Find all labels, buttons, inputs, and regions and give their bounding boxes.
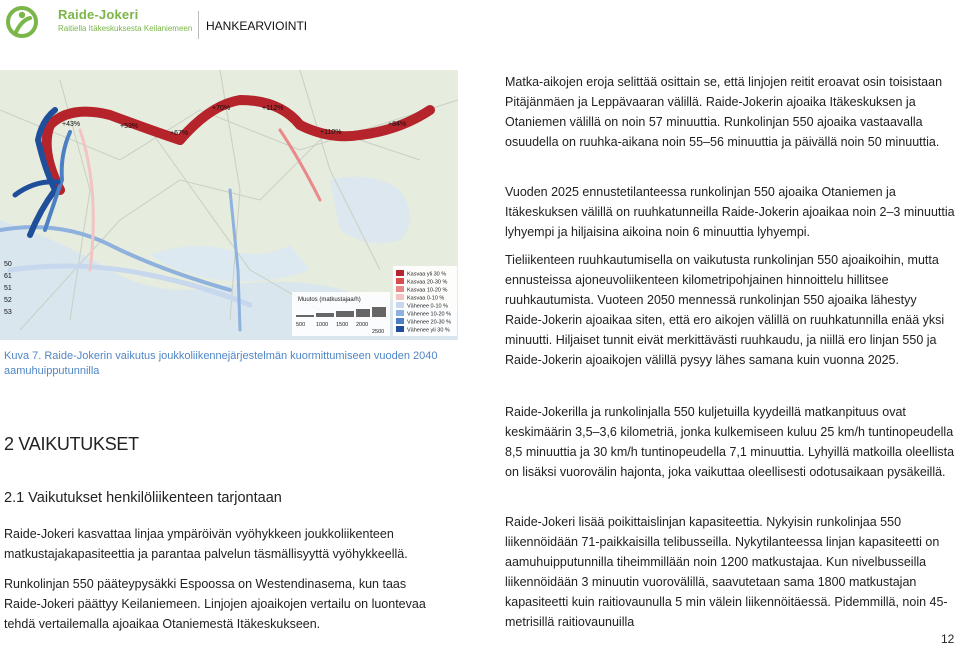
brand-tagline: Raitiella Itäkeskuksesta Keilaniemeen <box>58 24 193 33</box>
route-label: +43% <box>62 121 81 128</box>
legend-label: Vähenee 0-10 % <box>407 303 448 310</box>
scale-value: 2000 <box>356 322 369 328</box>
legend-label: Kasvaa 20-30 % <box>407 279 448 286</box>
route-label: 50 <box>4 261 12 268</box>
legend-swatch <box>396 318 404 324</box>
legend-swatch <box>396 278 404 284</box>
body-paragraph: Raide-Jokeri lisää poikittaislinjan kapasiteettia. Nykyisin runkolinjaa 550 liikennöidään 71-paikkaisilla telibusseilla. Nykytilanteessa linjan kapasiteetti on aamuhuipputunnilla tiheimmillään noin 1200 matkustajaa. Kun nivelbusseilla liikennöidään 3 minuutin vuorovälillä, saavutetaan sama 1800 matkustajan kapasiteetti kuin raitiovaunulla 5 min välein liikennöitäessä. Pidemmillä, noin 45-metrisillä raitiovaunuilla <box>505 515 948 629</box>
body-paragraph: Raide-Jokerilla ja runkolinjalla 550 kuljetuilla kyydeillä matkanpituus ovat keskimäärin 3,5–3,6 kilometriä, jonka kulkemiseen kuluu 25 km/h tuntinopeudella 8,5 minuuttia ja 30 km/h tuntinopeudella 7,1 minuuttia. Lyhyillä matkoilla oleellista on lisäksi vuorovälin hajonta, joka vaikuttaa oleellisesti odotusaikaan pysäkeillä. <box>505 405 955 479</box>
raide-jokeri-logo-icon <box>6 4 54 40</box>
page-header <box>0 0 960 48</box>
subsection-heading: 2.1 Vaikutukset henkilöliikenteen tarjontaan <box>4 490 282 506</box>
scale-legend-title: Muutos (matkustajaa/h) <box>298 297 361 303</box>
legend-label: Kasvaa 10-20 % <box>407 287 448 294</box>
figure-caption: Kuva 7. Raide-Jokerin vaikutus joukkoliikennejärjestelmän kuormittumiseen vuoden 2040 aamuhuipputunnilla <box>4 350 438 377</box>
route-label: +110% <box>320 129 342 136</box>
body-paragraph: Tieliikenteen ruuhkautumisella on vaikutusta runkolinjan 550 ajoaikoihin, mutta ennusteissa ajoneuvoliikenteen kilometripohjainen hinnoittelu hillitsee ruuhkautumista. Vuoteen 2050 mennessä runkolinjan 550 ajoaika lähestyy Raide-Jokerin ajoaikaa siten, että ero aikojen välillä on ruuhkatunnilla enää yksi minuutti. Hiljaiset tunnit eivät merkittävästi ruuhkaudu, ja niillä ero linjan 550 ja Raide-Jokerin ajoaikojen välillä pysyy lähes samana kuin vuonna 2025. <box>505 253 945 367</box>
route-label: +70% <box>212 105 231 112</box>
map-graphic <box>0 70 458 340</box>
scale-value: 500 <box>296 322 306 328</box>
route-label: +53% <box>120 123 139 130</box>
legend-swatch <box>396 294 404 300</box>
legend-swatch <box>396 286 404 292</box>
route-label: 52 <box>4 297 12 304</box>
header-section-title: HANKEARVIOINTI <box>206 19 308 33</box>
scale-value: 2500 <box>372 329 385 335</box>
body-paragraph: Runkolinjan 550 pääteypysäkki Espoossa on Westendinasema, kun taas Raide-Jokeri päättyy Keilaniemeen. Linjojen ajoaikojen vertailu on luontevaa tehdä vertailemalla ajoaikaa Otaniemestä Itäkeskukseen. <box>4 577 426 631</box>
scale-value: 1500 <box>336 322 349 328</box>
legend-swatch <box>396 302 404 308</box>
legend-swatch <box>396 310 404 316</box>
map-scale-legend <box>292 292 390 336</box>
body-paragraph: Vuoden 2025 ennustetilanteessa runkolinjan 550 ajoaika Otaniemen ja Itäkeskuksen välillä on ruuhkatunneilla Raide-Jokerin ajoaikaa noin 2–3 minuuttia lyhyempi ja hiljaisina aikoina noin 6 minuuttia lyhyempi. <box>505 185 955 239</box>
route-label: +67% <box>170 130 189 137</box>
route-label: +84% <box>388 121 407 128</box>
legend-label: Vähenee 10-20 % <box>407 311 452 318</box>
legend-swatch <box>396 270 404 276</box>
legend-label: Vähenee yli 30 % <box>407 327 450 334</box>
brand-name: Raide-Jokeri <box>58 7 139 22</box>
body-paragraph: Matka-aikojen eroja selittää osittain se, että linjojen reitit eroavat osin toisistaan Pitäjänmäen ja Leppävaaran välillä. Raide-Jokerin ajoaika Itäkeskuksen ja Otaniemen välillä on noin 57 minuuttia. Runkolinjan 550 ajoaika vastaavalla osuudella on ruuhka-aikana noin 55–56 minuuttia ja päivällä noin 50 minuuttia. <box>505 75 943 149</box>
ridership-change-map <box>0 70 458 340</box>
map-color-legend <box>393 266 457 336</box>
scale-value: 1000 <box>316 322 329 328</box>
header-divider <box>198 11 199 39</box>
section-heading: 2 VAIKUTUKSET <box>4 434 139 454</box>
legend-label: Kasvaa yli 30 % <box>407 271 447 278</box>
page-number: 12 <box>941 632 955 646</box>
route-label: 61 <box>4 273 12 280</box>
legend-label: Vähenee 20-30 % <box>407 319 452 326</box>
route-label: +112% <box>262 105 284 112</box>
route-label: 51 <box>4 285 12 292</box>
body-paragraph: Raide-Jokeri kasvattaa linjaa ympäröivän vyöhykkeen joukkoliikenteen matkustajakapasiteettia ja parantaa palvelun täsmällisyyttä vyöhykkeellä. <box>4 527 408 561</box>
legend-label: Kasvaa 0-10 % <box>407 295 445 302</box>
legend-swatch <box>396 326 404 332</box>
route-label: 53 <box>4 309 12 316</box>
